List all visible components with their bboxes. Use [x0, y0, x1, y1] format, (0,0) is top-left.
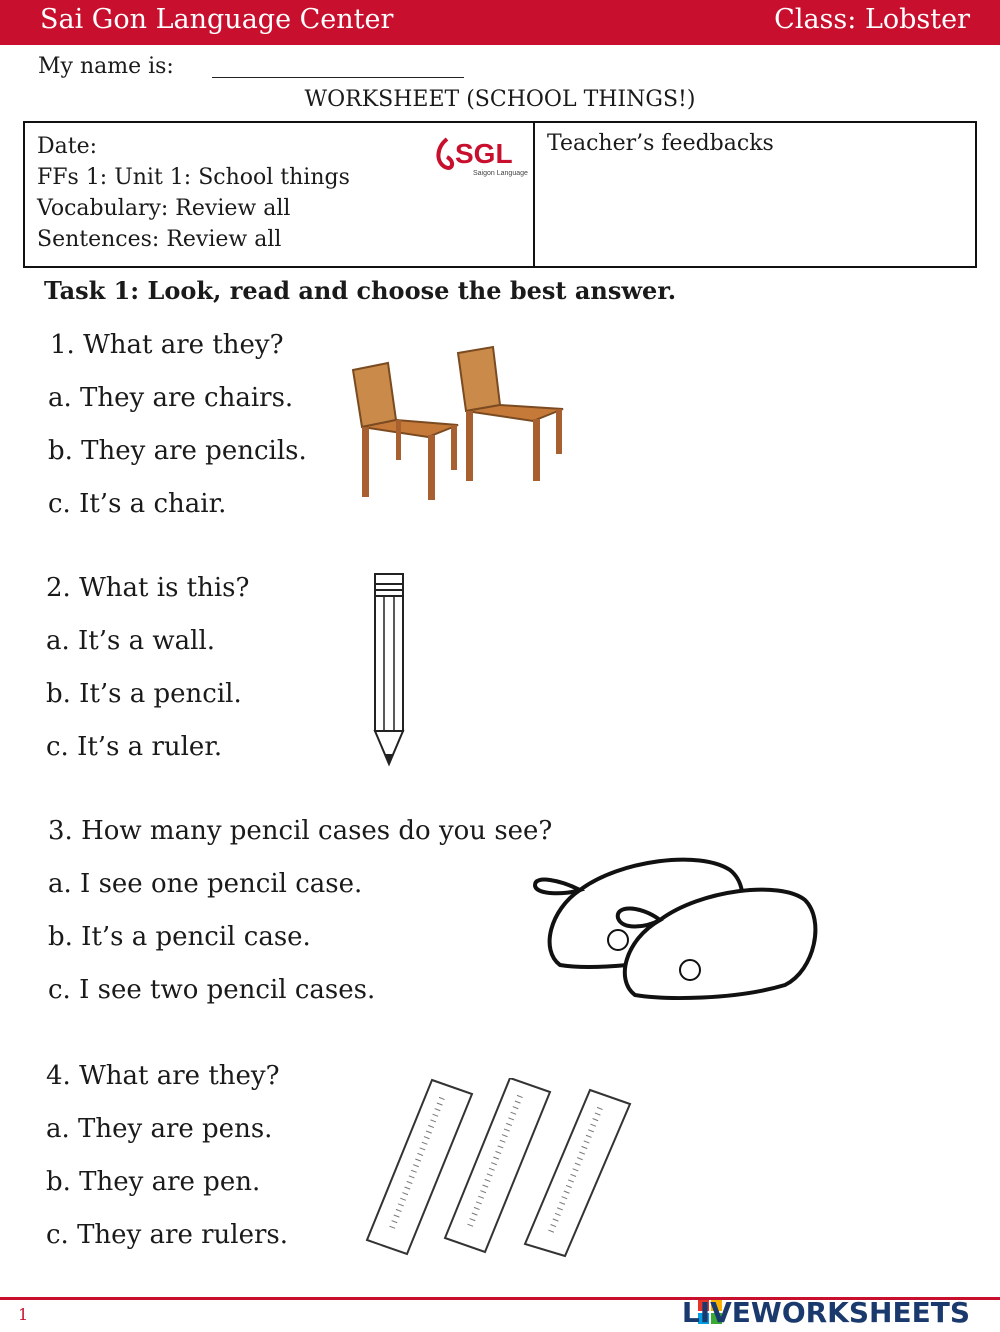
- liveworksheets-brand[interactable]: LIVEWORKSHEETS: [681, 1296, 970, 1329]
- q4-option-a[interactable]: a. They are pens.: [46, 1114, 273, 1144]
- worksheet-title: WORKSHEET (SCHOOL THINGS!): [304, 87, 696, 112]
- logo-text: SGL: [455, 138, 513, 169]
- q1-option-c[interactable]: c. It’s a chair.: [48, 489, 227, 519]
- name-input-line[interactable]: [212, 77, 464, 78]
- date-label: Date:: [37, 134, 98, 159]
- task-title: Task 1: Look, read and choose the best answer.: [44, 276, 677, 305]
- question-1: 1. What are they?: [50, 330, 284, 360]
- vocabulary-label: Vocabulary: Review all: [37, 196, 291, 221]
- unit-label: FFs 1: Unit 1: School things: [37, 165, 350, 190]
- q3-option-b[interactable]: b. It’s a pencil case.: [48, 922, 311, 952]
- q4-option-c[interactable]: c. They are rulers.: [46, 1220, 289, 1250]
- page-number: 1: [18, 1305, 29, 1324]
- chair-left-icon: [353, 363, 458, 500]
- q2-option-c[interactable]: c. It’s a ruler.: [46, 732, 223, 762]
- center-name: Sai Gon Language Center: [40, 4, 394, 35]
- rulers-picture: [362, 1078, 637, 1258]
- q3-option-c[interactable]: c. I see two pencil cases.: [48, 975, 376, 1005]
- teacher-feedback-label: Teacher’s feedbacks: [547, 131, 774, 156]
- question-2: 2. What is this?: [46, 573, 250, 603]
- info-box: [23, 121, 977, 268]
- q2-option-b[interactable]: b. It’s a pencil.: [46, 679, 242, 709]
- sentences-label: Sentences: Review all: [37, 227, 282, 252]
- question-4: 4. What are they?: [46, 1061, 280, 1091]
- q1-option-b[interactable]: b. They are pencils.: [48, 436, 307, 466]
- lesson-info: [37, 131, 350, 255]
- chairs-picture: [348, 345, 573, 505]
- header-bar: [0, 0, 1000, 45]
- logo-subtext: Saigon Language: [473, 170, 528, 177]
- question-3: 3. How many pencil cases do you see?: [48, 816, 553, 846]
- class-name: Class: Lobster: [774, 4, 970, 35]
- pencil-icon: [370, 570, 410, 770]
- q2-option-a[interactable]: a. It’s a wall.: [46, 626, 216, 656]
- chair-right-icon: [458, 347, 563, 481]
- name-label: My name is:: [38, 54, 174, 79]
- q4-option-b[interactable]: b. They are pen.: [46, 1167, 261, 1197]
- sgl-logo: [433, 133, 533, 183]
- info-divider: [533, 123, 535, 266]
- bear-face-icon: [608, 930, 628, 950]
- bear-face-icon-2: [680, 960, 700, 980]
- q3-option-a[interactable]: a. I see one pencil case.: [48, 869, 363, 899]
- q1-option-a[interactable]: a. They are chairs.: [48, 383, 294, 413]
- pencil-cases-picture: [530, 850, 825, 1005]
